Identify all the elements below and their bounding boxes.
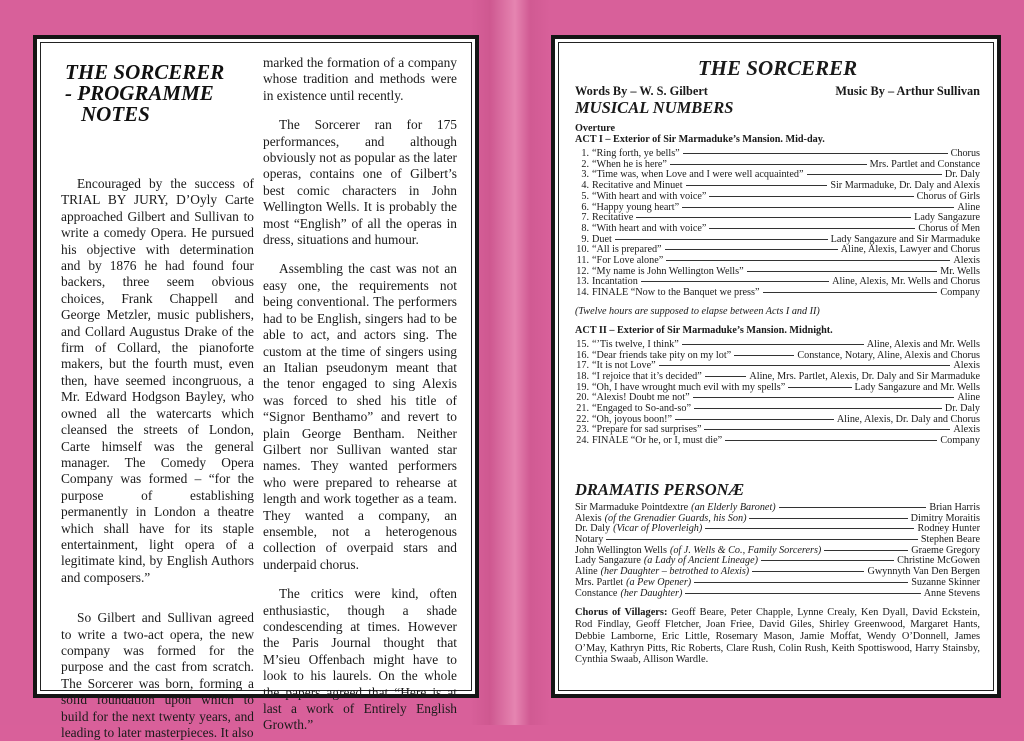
leader-line xyxy=(709,228,915,229)
number-index: 17. xyxy=(576,360,589,372)
leader-line xyxy=(636,217,911,218)
cast-role: Sir Marmaduke Pointdextre xyxy=(575,501,689,513)
number-index: 1. xyxy=(581,148,589,159)
number-performer: Alexis xyxy=(953,255,980,267)
number-title: “Oh, joyous boon!” xyxy=(592,413,673,425)
leader-line xyxy=(694,408,942,409)
leader-line xyxy=(641,281,829,282)
number-index: 9. xyxy=(581,233,589,245)
number-title: “When he is here” xyxy=(592,158,667,170)
number-title: “With heart and with voice” xyxy=(592,190,707,202)
number-performer: Lady Sangazure xyxy=(914,212,980,224)
cast-actor: Dimitry Moraitis xyxy=(910,512,980,524)
leader-line xyxy=(824,550,908,551)
cast-role: Aline xyxy=(575,566,598,578)
leader-line xyxy=(709,196,913,197)
number-index: 18. xyxy=(576,370,589,382)
page-title: THE SORCERER xyxy=(697,56,858,80)
number-title: “For Love alone” xyxy=(592,255,664,267)
dramatis-personae-heading: DRAMATIS PERSONÆ xyxy=(575,479,745,499)
cast-actor: Graeme Gregory xyxy=(911,544,980,556)
cast-row xyxy=(575,578,980,589)
number-title: “Ring forth, ye bells” xyxy=(592,148,680,159)
number-title: “Engaged to So-and-so” xyxy=(592,403,692,415)
credits xyxy=(575,84,980,99)
number-title: “Happy young heart” xyxy=(592,201,680,213)
leader-line xyxy=(675,419,834,420)
leader-line xyxy=(763,292,938,293)
leader-line xyxy=(761,560,894,561)
number-title: “Time was, when Love and I were well acquainted” xyxy=(592,169,804,181)
number-performer: Sir Marmaduke, Dr. Daly and Alexis xyxy=(830,180,980,192)
number-index: 7. xyxy=(581,212,589,224)
cast-actor: Christine McGowen xyxy=(897,555,980,567)
cast-row xyxy=(575,503,980,514)
number-performer: Aline, Alexis, Lawyer and Chorus xyxy=(840,244,980,256)
notes-paragraph: The critics were kind, often enthusiastic, though a shade condescending at times. However the Paris Journal thought that M’sieu Offenbach might have to look to his laurels. On the whole the papers agreed that “Here is at last a work of Entirely English Growth.” xyxy=(263,586,457,733)
number-index: 22. xyxy=(576,413,589,425)
number-title: “Oh, I have wrought much evil with my spells” xyxy=(592,381,786,393)
number-performer: Constance, Notary, Aline, Alexis and Chorus xyxy=(797,349,980,361)
number-performer: Aline xyxy=(957,201,980,213)
chorus-members: Geoff Beare, Peter Chapple, Lynne Crealy, Ken Dyall, David Eckstein, Rod Findlay, Geoff Fletcher, Joan Friee, David Giles, Shirley Greenwood, Margaret Hants, Debbie Lamborne, Eric Little, Rosemary Mason, Jamie Moffat, Wendy O’Donnell, James O’May, Kathryn Pitts, Ric Roberts, Clare Rush, Colin Rush, Keith Spottiswood, Harry Stainsby, Cynthia Swaab, Allison Wardle. xyxy=(575,607,980,666)
musical-numbers-heading: MUSICAL NUMBERS xyxy=(575,98,734,117)
number-title: Duet xyxy=(592,233,612,245)
cast-role-description: (a Pew Opener) xyxy=(626,576,692,588)
number-performer: Dr. Daly xyxy=(944,169,980,181)
number-index: 10. xyxy=(576,244,589,256)
leader-line xyxy=(807,174,942,175)
number-index: 13. xyxy=(576,276,589,288)
leader-line xyxy=(659,365,951,366)
leader-line xyxy=(682,344,864,345)
cast-role: Dr. Daly xyxy=(575,523,611,535)
number-title: “I rejoice that it’s decided” xyxy=(592,370,702,382)
cast-role-description: (a Lady of Ancient Lineage) xyxy=(643,555,759,567)
leader-line xyxy=(704,429,950,430)
cast-role-description: (her Daughter) xyxy=(620,587,683,599)
musical-number-row xyxy=(575,192,980,203)
leader-line xyxy=(779,507,927,508)
interval-note: (Twelve hours are supposed to elapse between Acts I and II) xyxy=(575,305,820,317)
number-index: 19. xyxy=(576,381,589,393)
programme-notes-title xyxy=(65,62,254,125)
cast-actor: Anne Stevens xyxy=(923,587,980,599)
number-performer: Chorus xyxy=(950,148,980,159)
leader-line xyxy=(694,582,908,583)
number-performer: Alexis xyxy=(953,360,980,372)
words-by: Words By – W. S. Gilbert xyxy=(575,84,708,98)
cast-row xyxy=(575,589,980,600)
notes-paragraph: marked the formation of a company whose tradition and methods were in existence until recently. xyxy=(263,55,457,103)
cast-row xyxy=(575,524,980,535)
number-title: “’Tis twelve, I think” xyxy=(592,338,679,350)
number-performer: Aline, Alexis, Mr. Wells and Chorus xyxy=(832,276,980,288)
number-performer: Dr. Daly xyxy=(944,403,980,415)
leader-line xyxy=(752,571,864,572)
number-title: “With heart and with voice” xyxy=(592,222,707,234)
number-performer: Aline, Mrs. Partlet, Alexis, Dr. Daly and Sir Marmaduke xyxy=(749,370,980,382)
cast-role: John Wellington Wells xyxy=(575,544,667,556)
cast-role: Constance xyxy=(575,587,618,599)
act1-numbers-list xyxy=(575,149,980,299)
cast-actor: Brian Harris xyxy=(929,501,980,513)
leader-line xyxy=(665,249,838,250)
notes-paragraph: Assembling the cast was not an easy one, the requirements not being conventional. The performers had to be English, singers had to be able to act, and actors sing. The custom at the time of singers using an Italian pseudonym meant that the tenor engaged to sing Alexis was forced to shed his title of “Signor Benthamo” and revert to plain George Bentham. Neither Gilbert nor Sullivan wanted star names. They wanted performers who were prepared to rehearse at length and work together as a team. They wanted a company, an ensemble, not a heterogenous collection of overpaid stars and underpaid chorus. xyxy=(263,261,457,572)
number-performer: Alexis xyxy=(953,424,980,436)
leader-line xyxy=(734,355,794,356)
musical-number-row xyxy=(575,436,980,447)
cast-list xyxy=(575,503,980,599)
cast-actor: Gwynnyth Van Den Bergen xyxy=(867,566,980,578)
act2-heading: ACT II – Exterior of Sir Marmaduke’s Mansion. Midnight. xyxy=(575,324,833,336)
number-title: “Alexis! Doubt me not” xyxy=(592,392,690,404)
leader-line xyxy=(693,397,955,398)
number-index: 8. xyxy=(581,222,589,234)
number-title: FINALE “Now to the Banquet we press” xyxy=(592,287,760,299)
number-title: Recitative xyxy=(592,212,634,224)
number-performer: Chorus of Girls xyxy=(916,190,980,202)
number-index: 20. xyxy=(576,392,589,404)
number-title: “My name is John Wellington Wells” xyxy=(592,265,744,277)
cast-role: Alexis xyxy=(575,512,602,524)
cast-role: Notary xyxy=(575,533,604,545)
number-performer: Company xyxy=(940,435,980,447)
number-performer: Chorus of Men xyxy=(918,222,980,234)
number-title: “Dear friends take pity on my lot” xyxy=(592,349,732,361)
number-index: 11. xyxy=(576,255,589,267)
overture: Overture xyxy=(575,123,615,134)
title-line: - PROGRAMME xyxy=(65,81,214,105)
leader-line xyxy=(788,387,851,388)
cast-role-description: (her Daughter – betrothed to Alexis) xyxy=(600,566,750,578)
number-performer: Mrs. Partlet and Constance xyxy=(869,158,980,170)
title-line: NOTES xyxy=(81,102,150,126)
leader-line xyxy=(749,518,907,519)
notes-column-2 xyxy=(263,55,457,734)
number-index: 21. xyxy=(576,403,589,415)
cast-actor: Rodney Hunter xyxy=(917,523,980,535)
leader-line xyxy=(747,271,938,272)
leader-line xyxy=(606,539,918,540)
leader-line xyxy=(683,153,948,154)
leader-line xyxy=(685,593,920,594)
number-performer: Mr. Wells xyxy=(940,265,980,277)
cast-role-description: (of the Grenadier Guards, his Son) xyxy=(604,512,747,524)
musical-number-row xyxy=(575,340,980,351)
number-index: 12. xyxy=(576,265,589,277)
number-performer: Aline, Alexis and Mr. Wells xyxy=(866,338,980,350)
chorus-label: Chorus of Villagers: xyxy=(575,607,668,619)
number-index: 15. xyxy=(576,338,589,350)
number-index: 3. xyxy=(581,169,589,181)
number-title: “All is prepared” xyxy=(592,244,662,256)
leader-line xyxy=(615,239,828,240)
number-performer: Lady Sangazure and Mr. Wells xyxy=(854,381,980,393)
programme-notes-page xyxy=(33,35,479,740)
number-title: Recitative and Minuet xyxy=(592,180,683,192)
cast-actor: Suzanne Skinner xyxy=(911,576,980,588)
music-by: Music By – Arthur Sullivan xyxy=(835,84,980,98)
number-title: Incantation xyxy=(592,276,638,288)
leader-line xyxy=(670,164,867,165)
number-index: 2. xyxy=(581,158,589,170)
number-performer: Lady Sangazure and Sir Marmaduke xyxy=(830,233,980,245)
cast-actor: Stephen Beare xyxy=(920,533,980,545)
number-index: 5. xyxy=(581,190,589,202)
musical-numbers-page xyxy=(551,35,1001,698)
number-index: 4. xyxy=(581,180,589,192)
number-performer: Aline xyxy=(957,392,980,404)
leader-line xyxy=(666,260,950,261)
leader-line xyxy=(682,207,954,208)
number-title: FINALE “Or he, or I, must die” xyxy=(592,435,723,447)
title-line: THE SORCERER xyxy=(65,60,225,84)
cast-role: Mrs. Partlet xyxy=(575,576,624,588)
chorus-of-villagers xyxy=(575,607,980,666)
cast-role-description: (an Elderly Baronet) xyxy=(691,501,776,513)
number-performer: Aline, Alexis, Dr. Daly and Chorus xyxy=(836,413,980,425)
leader-line xyxy=(705,528,914,529)
number-index: 16. xyxy=(576,349,589,361)
notes-column-1 xyxy=(61,55,254,741)
cast-role-description: (of J. Wells & Co., Family Sorcerers) xyxy=(669,544,822,556)
number-index: 23. xyxy=(576,424,589,436)
act1-heading: ACT I – Exterior of Sir Marmaduke’s Mansion. Mid-day. xyxy=(575,134,825,145)
leader-line xyxy=(705,376,747,377)
right-page-content xyxy=(575,43,980,666)
leader-line xyxy=(686,185,828,186)
number-performer: Company xyxy=(940,287,980,299)
number-index: 14. xyxy=(576,287,589,299)
number-index: 6. xyxy=(581,201,589,213)
cast-role: Lady Sangazure xyxy=(575,555,641,567)
number-title: “Prepare for sad surprises” xyxy=(592,424,702,436)
notes-paragraph: Encouraged by the success of TRIAL BY JURY, D’Oyly Carte approached Gilbert and Sullivan to write a comedy Opera. He pursued his objective with determination and by 1876 he had found four backers, three seem obvious choices, Frank Chappell and George Metzler, music publishers, and Collard Augustus Drake of the firm of Collard, the pianoforte makers, but the fourth must, even then, have seemed incongruous, a Mr. Edward Hodgson Bayley, who owned all the watercarts which cleansed the streets of London, Carte himself was the general manager. The Comedy Opera Company was formed – “for the purpose of establishing permanently in London a theatre which shall have for its staple entertainment, light opera of a legitimate kind, by English Authors and composers.” xyxy=(61,176,254,585)
musical-number-row xyxy=(575,288,980,299)
notes-paragraph: So Gilbert and Sullivan agreed to write a two-act opera, the new company was formed for the purpose and the cast from scratch. The Sorcerer was born, forming a solid foundation upon which to build for the next twenty years, and leading to later masterpieces. It also xyxy=(61,610,254,740)
number-index: 24. xyxy=(576,435,589,447)
notes-paragraph: The Sorcerer ran for 175 performances, and although obviously not as popular as the later operas, contains one of Gilbert’s best comic characters in John Wellington Wells. It is probably the most “English” of all the operas in dress, situations and humour. xyxy=(263,117,457,248)
cast-role-description: (Vicar of Ploverleigh) xyxy=(613,523,703,535)
act2-numbers-list xyxy=(575,340,980,447)
number-title: “It is not Love” xyxy=(592,360,656,372)
leader-line xyxy=(725,440,937,441)
